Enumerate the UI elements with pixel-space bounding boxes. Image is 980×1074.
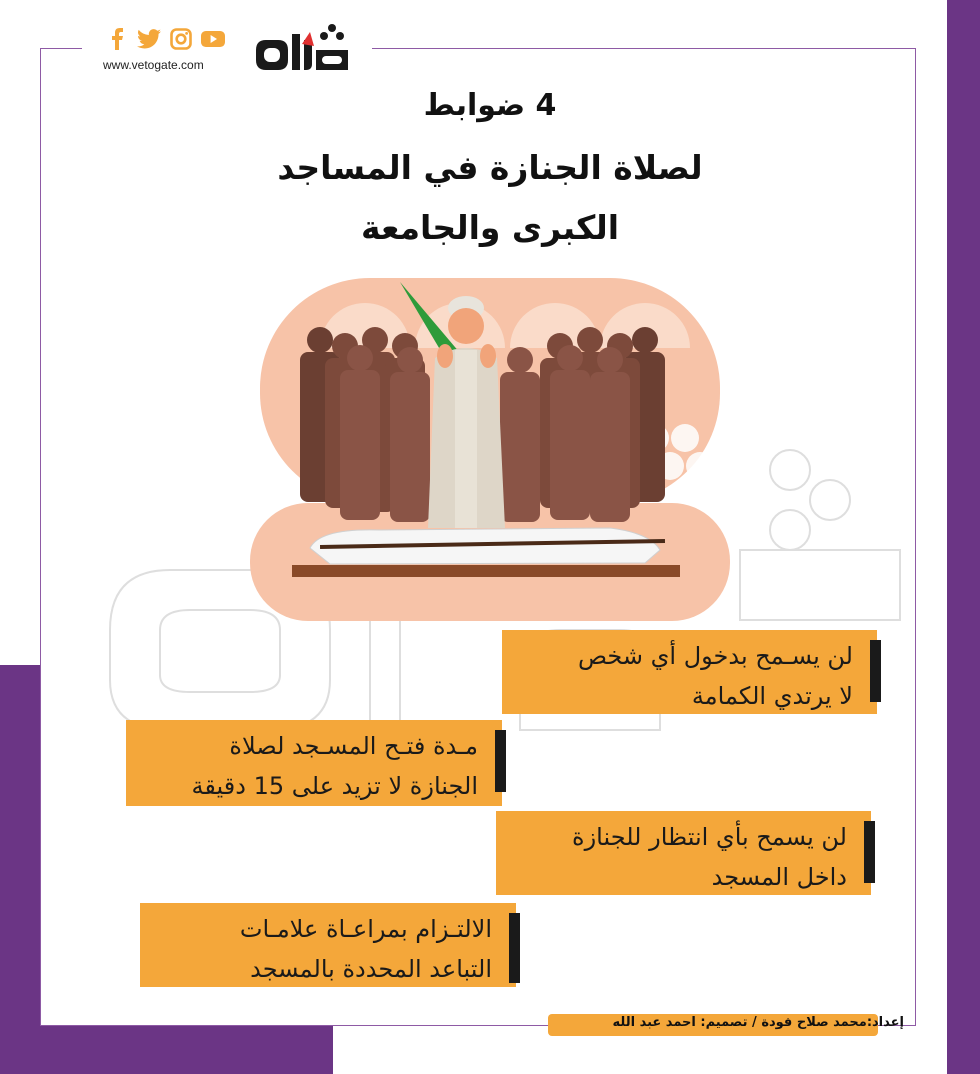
rule-4-line-1: الالتـزام بمراعـاة علامـات — [239, 915, 492, 943]
rule-3 — [496, 811, 871, 895]
credits-separator: / — [752, 1015, 757, 1030]
prepared-by: إعداد:محمد صلاح فودة — [761, 1015, 904, 1030]
rule-1-line-1: لن يسـمح بدخول أي شخص — [578, 642, 853, 670]
purple-side-band — [947, 0, 980, 1074]
youtube-icon[interactable] — [201, 28, 225, 50]
rule-3-line-2: داخل المسجد — [711, 863, 847, 891]
credits — [548, 1014, 904, 1038]
instagram-icon[interactable] — [169, 28, 193, 50]
title-line-2: لصلاة الجنازة في المساجد — [277, 148, 703, 187]
title-line-3: الكبرى والجامعة — [360, 208, 620, 247]
rule-1 — [502, 630, 877, 714]
purple-left-band — [0, 665, 40, 1026]
rule-1-line-2: لا يرتدي الكمامة — [691, 682, 853, 710]
rule-4-line-2: التباعد المحددة بالمسجد — [250, 955, 492, 983]
rule-accent-bar — [864, 821, 875, 883]
twitter-icon[interactable] — [137, 28, 161, 50]
rule-2-line-1: مـدة فتـح المسـجد لصلاة — [229, 732, 478, 760]
rule-3-line-1: لن يسمح بأي انتظار للجنازة — [572, 823, 847, 851]
rule-4 — [140, 903, 516, 987]
title-line-1: 4 ضوابط — [423, 88, 557, 123]
facebook-icon[interactable] — [105, 28, 129, 50]
credits-text — [613, 1015, 904, 1030]
funeral-prayer-illustration — [250, 278, 730, 623]
social-icons — [105, 28, 225, 50]
rule-2-line-2: الجنازة لا تزيد على 15 دقيقة — [191, 772, 478, 800]
designed-by: تصميم: احمد عبد الله — [612, 1015, 748, 1030]
purple-bottom-band — [0, 1026, 333, 1074]
website-url[interactable]: www.vetogate.com — [103, 58, 204, 72]
rule-accent-bar — [870, 640, 881, 702]
rule-accent-bar — [509, 913, 520, 983]
rule-accent-bar — [495, 730, 506, 792]
vetogate-logo — [248, 20, 358, 72]
rule-2 — [126, 720, 502, 806]
